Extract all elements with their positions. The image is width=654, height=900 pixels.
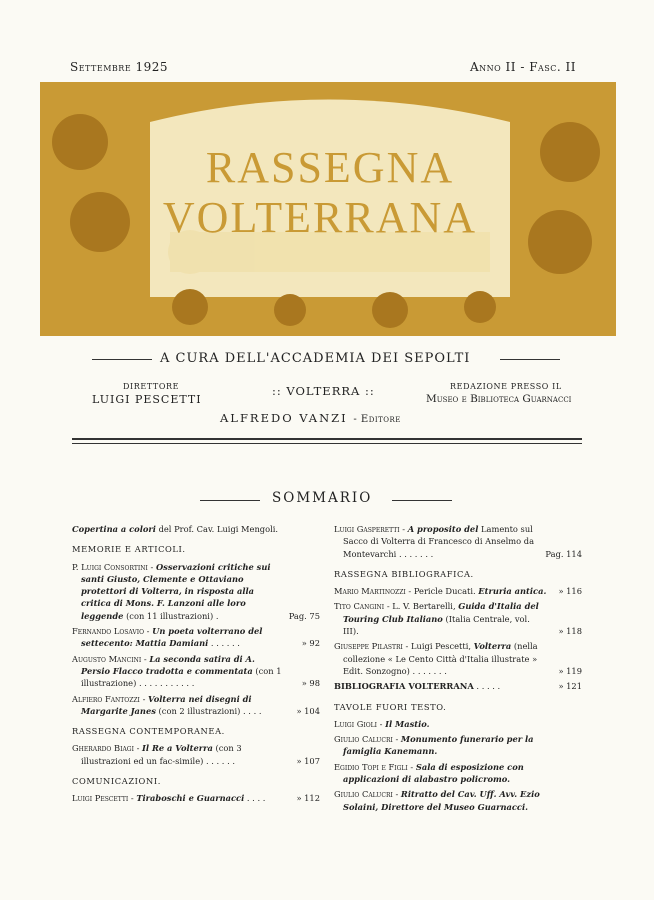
toc-page-number: » 112 <box>296 793 320 804</box>
toc-entry <box>334 733 582 758</box>
issue-number: Anno II - Fasc. II <box>470 60 577 74</box>
banner-title-line1: RASSEGNA <box>205 143 455 192</box>
director-label: DIRETTORE <box>123 382 180 391</box>
toc-text: del Prof. Cav. Luigi Mengoli. <box>155 524 279 534</box>
toc-text: (con 1 illustrazione) . . . . . . . . . . . <box>81 665 282 689</box>
publisher <box>220 411 401 425</box>
city: :: VOLTERRA :: <box>272 384 375 398</box>
toc-section-heading: MEMORIE E ARTICOLI. <box>72 544 186 555</box>
toc-author: Giulio Calucri - <box>334 734 401 745</box>
toc-author: Augusto Mancini - <box>72 653 150 664</box>
toc-author: Tito Cangini - <box>334 601 393 612</box>
toc-author: Luigi Gasperetti - <box>334 524 408 534</box>
toc-entry <box>334 788 582 813</box>
toc-page-number: » 98 <box>301 678 320 689</box>
toc-author: P. Luigi Consortini - <box>72 561 156 572</box>
toc-entry <box>334 718 582 730</box>
toc-entry <box>72 653 320 690</box>
publisher-name: ALFREDO VANZI <box>220 411 348 425</box>
toc-text: (Italia Centrale, vol. III). <box>343 613 530 637</box>
toc-entry <box>334 600 582 637</box>
toc-author: Luigi Pescetti - <box>72 793 137 804</box>
toc-text: . . . . . . <box>208 638 240 649</box>
toc-title: Tiraboschi e Guarnacci <box>136 793 245 804</box>
toc-entry <box>72 693 320 718</box>
toc-author: Giuseppe Pilastri - <box>334 641 411 652</box>
toc-section-heading: TAVOLE FUORI TESTO. <box>334 701 447 712</box>
toc-text: (nella collezione « Le Cento Città d'Italia illustrate » Edit. Sonzogno) . . . . . . . <box>343 641 538 676</box>
toc-entry <box>334 523 582 560</box>
toc-page-number: » 121 <box>558 681 582 692</box>
toc-title: Ritratto del Cav. Uff. Avv. Ezio Solaini, Direttore del Museo Guarnacci. <box>343 789 540 812</box>
toc-title: Osservazioni critiche sui santi Giusto, Clemente e Ottaviano protettori di Volterra, in risposta alla critica di Mons. F. Lanzoni alle loro leggende <box>81 561 271 621</box>
toc-section-heading: RASSEGNA BIBLIOGRAFICA. <box>334 568 474 579</box>
publisher-role: - Editore <box>353 414 401 425</box>
toc-left-column <box>72 523 320 808</box>
toc-entry <box>334 640 582 677</box>
toc-text: Pericle Ducati. <box>413 586 479 597</box>
toc-title: La seconda satira di A. Persio Flacco tradotta e commentata <box>81 653 255 676</box>
toc-author: Giulio Calucri - <box>334 789 401 800</box>
toc-entry <box>72 625 320 650</box>
toc-author: Alfiero Fantozzi - <box>72 693 149 704</box>
toc-title: Un poeta volterrano del settecento: Mattia Damiani <box>81 626 263 649</box>
toc-entry <box>72 742 320 767</box>
toc-page-number: Pag. 114 <box>545 548 582 559</box>
toc-page-number: » 119 <box>558 665 582 676</box>
toc-section-heading: COMUNICAZIONI. <box>72 776 161 787</box>
toc-title: Copertina a colori <box>72 524 156 534</box>
toc-page-number: » 107 <box>296 755 320 766</box>
toc-entry <box>72 561 320 622</box>
toc-entry <box>334 585 582 597</box>
toc-author: Luigi Gioli - <box>334 718 386 729</box>
toc-entry <box>72 523 320 535</box>
toc-entry <box>334 680 582 692</box>
title-banner <box>40 82 616 336</box>
subtitle: A CURA DELL'ACCADEMIA DEI SEPOLTI <box>160 351 471 366</box>
sommario-title: SOMMARIO <box>272 490 373 506</box>
toc-page-number: Pag. 75 <box>288 610 320 621</box>
toc-page-number: » 118 <box>558 626 582 637</box>
toc-title: Etruria antica. <box>478 586 547 597</box>
toc-author: Fernando Losavio - <box>72 626 153 637</box>
toc-author: Gherardo Biagi - <box>72 743 143 754</box>
toc-title: Il Mastio. <box>385 718 430 729</box>
toc-title: Volterra nei disegni di Margarite Janes <box>81 693 252 716</box>
director-name: LUIGI PESCETTI <box>92 393 202 406</box>
toc-page-number: » 92 <box>301 638 320 649</box>
toc-author: Mario Martinozzi - <box>334 586 414 597</box>
toc-text: Lamento sul Sacco di Volterra di Francesco di Anselmo da Montevarchi . . . . . . . <box>343 524 535 559</box>
issue-date: Settembre 1925 <box>70 60 169 74</box>
toc-text: Luigi Pescetti, <box>411 641 474 652</box>
toc-text: (con 3 illustrazioni ed un fac-simile) . . . . . . <box>81 743 242 766</box>
toc-right-column <box>334 523 582 816</box>
toc-section-heading: RASSEGNA CONTEMPORANEA. <box>72 726 225 737</box>
toc-page-number: » 116 <box>558 586 582 597</box>
redaction-label: REDAZIONE PRESSO IL <box>450 382 562 391</box>
toc-title: Guida d'Italia del Touring Club Italiano <box>343 601 539 624</box>
redaction-place: Museo e Biblioteca Guarnacci <box>426 393 572 405</box>
toc-text: (con 11 illustrazioni) . <box>123 610 219 621</box>
toc-title: Sala di esposizione con applicazioni di alabastro policromo. <box>343 761 524 785</box>
toc-title: Monumento funerario per la famiglia Kanemann. <box>343 734 534 757</box>
toc-entry <box>334 761 582 786</box>
toc-title: A proposito del <box>407 524 479 534</box>
toc-title: Il Re a Volterra <box>142 743 213 754</box>
toc-text: . . . . <box>244 793 266 804</box>
toc-title: Volterra <box>473 641 512 652</box>
toc-author: Egidio Topi e Figli - <box>334 761 416 772</box>
toc-page-number: » 104 <box>296 705 320 716</box>
toc-entry <box>72 792 320 804</box>
toc-bold-title: BIBLIOGRAFIA VOLTERRANA <box>334 681 474 692</box>
toc-text: (con 2 illustrazioni) . . . . <box>155 705 262 716</box>
toc-text: L. V. Bertarelli, <box>392 601 459 612</box>
banner-title-line2: VOLTERRANA <box>162 193 478 242</box>
toc-text: . . . . . <box>473 681 501 692</box>
